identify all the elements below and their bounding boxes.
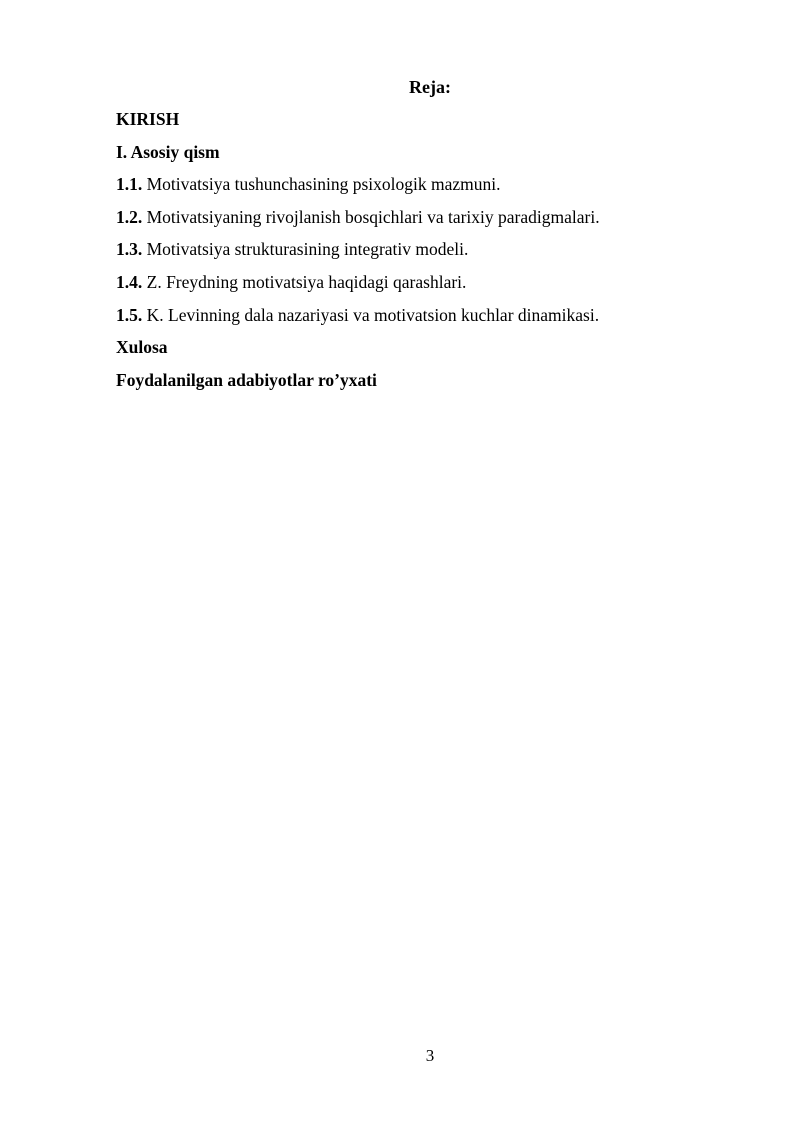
plan-heading-main-part: I. Asosiy qism [116,141,220,162]
plan-item-number: 1.4. [116,271,143,292]
plan-item-number: 1.5. [116,304,143,325]
page-title: Reja: [409,77,451,97]
plan-item [116,206,600,239]
plan-item-text: Motivatsiya tushunchasining psixologik mazmuni. [142,174,501,195]
plan-list [116,108,600,401]
plan-item-text: Motivatsiyaning rivojlanish bosqichlari va tarixiy paradigmalari. [142,206,600,227]
plan-item-number: 1.1. [116,174,143,195]
plan-item [116,271,600,304]
plan-item-number: 1.2. [116,206,143,227]
page-number: 3 [425,1046,435,1065]
plan-heading-conclusion: Xulosa [116,337,168,358]
plan-item-text: K. Levinning dala nazariyasi va motivatsion kuchlar dinamikasi. [142,304,600,325]
plan-item [116,238,600,271]
plan-item [116,304,600,337]
plan-item [116,173,600,206]
plan-item-text: Motivatsiya strukturasining integrativ modeli. [142,239,469,260]
plan-item-number: 1.3. [116,239,143,260]
plan-heading-references: Foydalanilgan adabiyotlar ro’yxati [116,369,377,390]
plan-heading-kirish: KIRISH [116,109,180,129]
plan-item-text: Z. Freydning motivatsiya haqidagi qarashlari. [142,271,467,292]
